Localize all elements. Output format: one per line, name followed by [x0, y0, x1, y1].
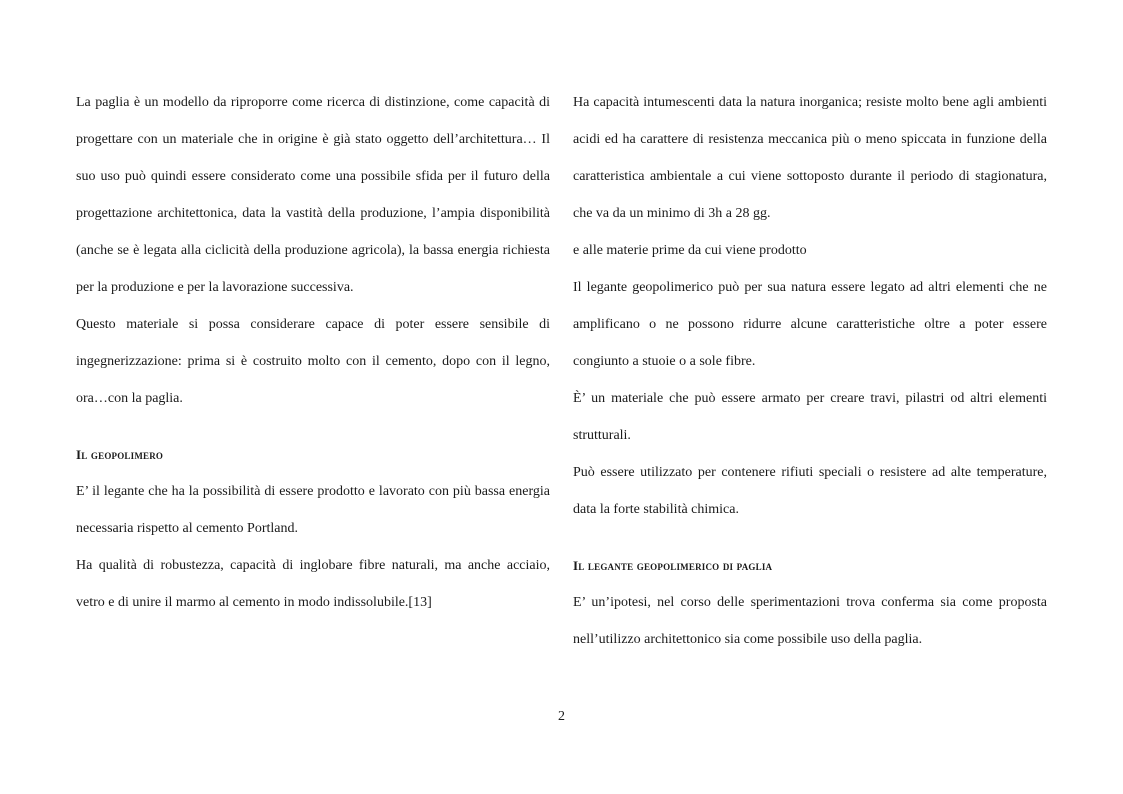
body-paragraph: Il legante geopolimerico può per sua natura essere legato ad altri elementi che ne amplificano o ne possono ridurre alcune caratteristiche oltre a poter essere congiunto a stuoie o a sole fibre.	[573, 280, 1047, 369]
body-paragraph: È’ un materiale che può essere armato per creare travi, pilastri od altri elementi strutturali.	[573, 391, 1047, 443]
body-paragraph: Ha capacità intumescenti data la natura inorganica; resiste molto bene agli ambienti acidi ed ha carattere di resistenza meccanica più o meno spiccata in funzione della caratteristica ambientale a cui viene sottoposto durante il periodo di stagionatura, che va da un minimo di 3h a 28 gg.	[573, 95, 1047, 221]
right-column	[573, 84, 1047, 658]
body-paragraph: E’ il legante che ha la possibilità di essere prodotto e lavorato con più bassa energia necessaria rispetto al cemento Portland.	[76, 484, 550, 536]
body-paragraph: E’ un’ipotesi, nel corso delle sperimentazioni trova conferma sia come proposta nell’utilizzo architettonico sia come possibile uso della paglia.	[573, 595, 1047, 647]
page-number: 2	[558, 709, 565, 724]
body-paragraph: e alle materie prime da cui viene prodotto	[573, 243, 807, 258]
section-heading-legante-paglia: Il legante geopolimerico di paglia	[573, 558, 773, 573]
section-gap	[76, 417, 550, 436]
body-paragraph: Può essere utilizzato per contenere rifiuti speciali o resistere ad alte temperature, data la forte stabilità chimica.	[573, 465, 1047, 517]
body-paragraph: Ha qualità di robustezza, capacità di inglobare fibre naturali, ma anche acciaio, vetro e di unire il marmo al cemento in modo indissolubile.[13]	[76, 558, 550, 610]
section-heading-geopolimero: Il geopolimero	[76, 447, 164, 462]
section-gap	[573, 528, 1047, 547]
body-paragraph: Questo materiale si possa considerare capace di poter essere sensibile di ingegnerizzazione: prima si è costruito molto con il cemento, dopo con il legno, ora…con la paglia.	[76, 317, 550, 406]
body-paragraph: La paglia è un modello da riproporre come ricerca di distinzione, come capacità di progettare con un materiale che in origine è già stato oggetto dell’architettura… Il suo uso può quindi essere considerato come una possibile sfida per il futuro della progettazione architettonica, data la vastità della produzione, l’ampia disponibilità (anche se è legata alla ciclicità della produzione agricola), la bassa energia richiesta per la produzione e per la lavorazione successiva.	[76, 95, 550, 295]
left-column	[76, 84, 550, 621]
